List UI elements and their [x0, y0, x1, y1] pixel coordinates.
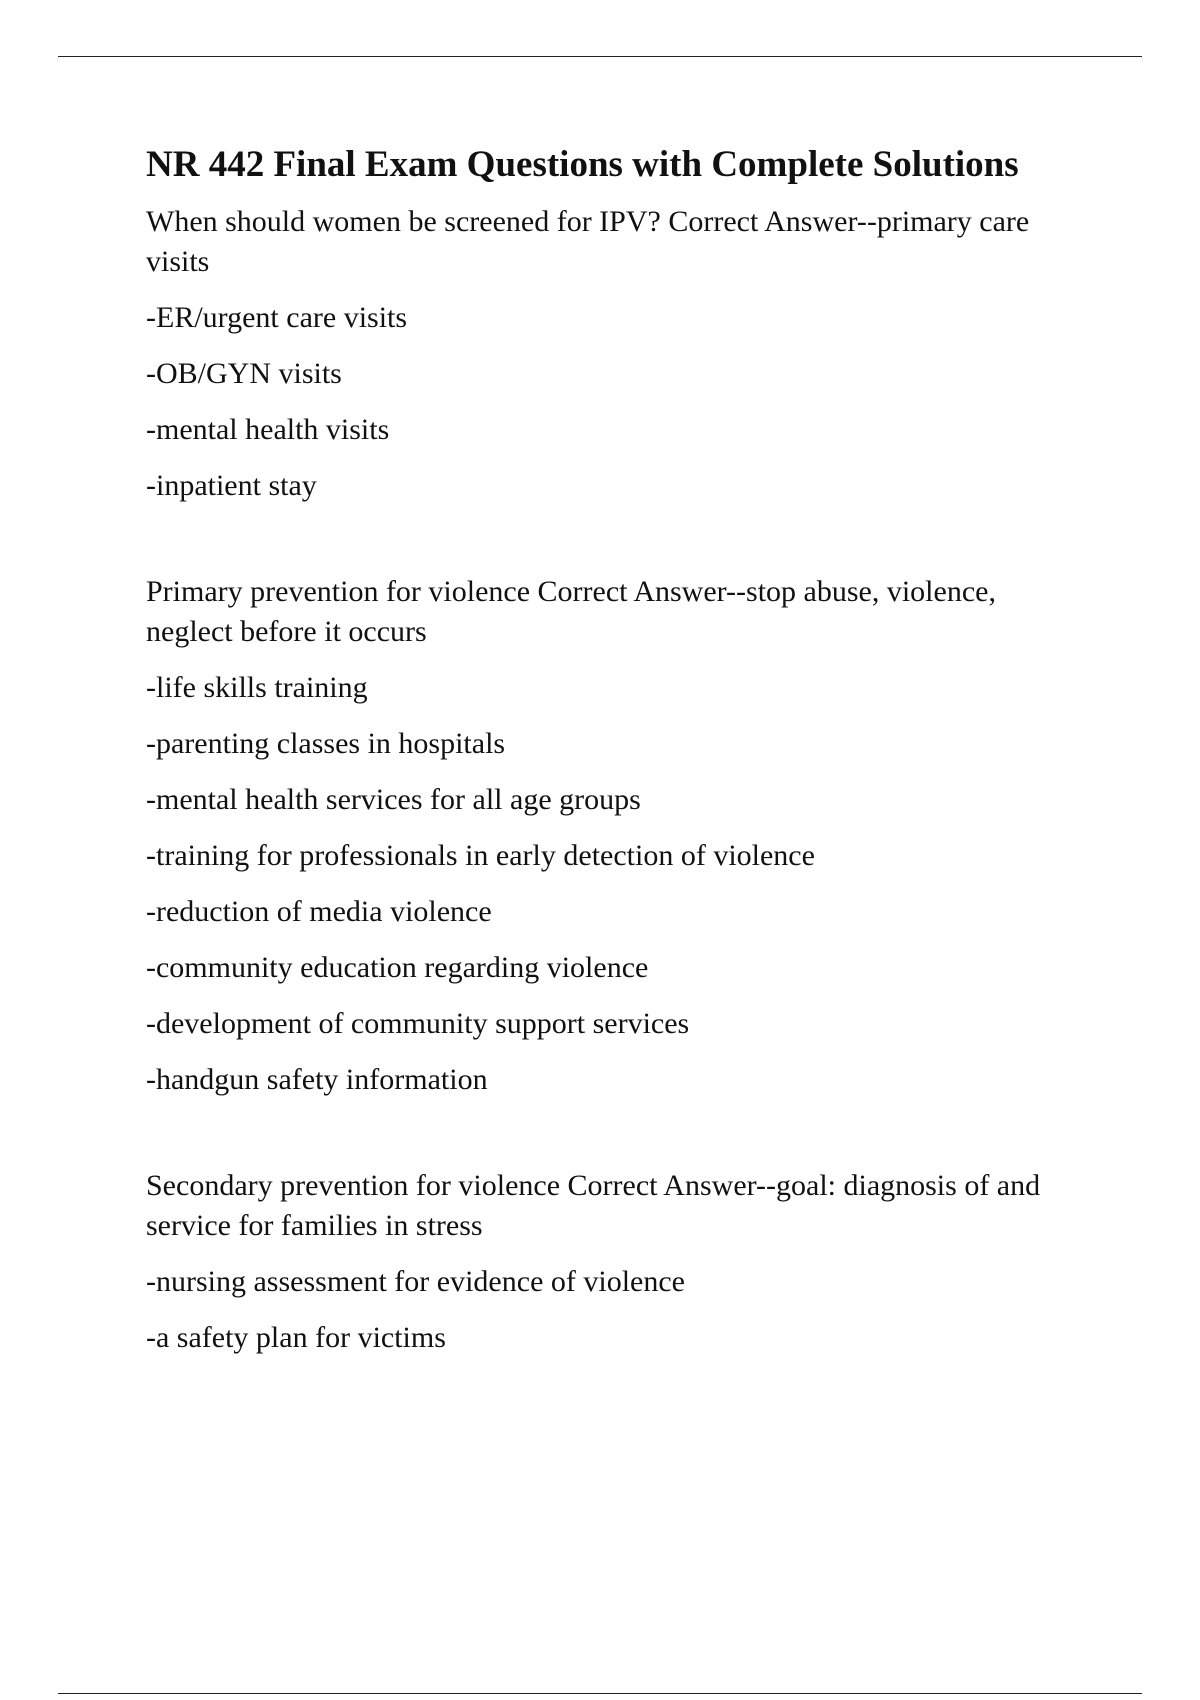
- header-rule: [58, 56, 1142, 57]
- answer-item: -a safety plan for victims: [146, 1321, 446, 1354]
- answer-item: -inpatient stay: [146, 469, 317, 502]
- answer-item: -community education regarding violence: [146, 951, 649, 984]
- qa-section-primary-prevention: [146, 572, 1086, 1100]
- answer-item: -handgun safety information: [146, 1063, 488, 1096]
- qa-section-ipv-screening: [146, 202, 1086, 506]
- answer-item: -life skills training: [146, 671, 368, 704]
- qa-section-secondary-prevention: [146, 1166, 1086, 1358]
- question-text: Primary prevention for violence Correct Answer--stop abuse, violence, neglect before it occurs: [146, 575, 996, 648]
- document-body: [146, 140, 1086, 1358]
- answer-item: -mental health visits: [146, 413, 390, 446]
- answer-item: -training for professionals in early detection of violence: [146, 839, 815, 872]
- answer-item: -nursing assessment for evidence of violence: [146, 1265, 685, 1298]
- answer-item: -parenting classes in hospitals: [146, 727, 506, 760]
- answer-item: -development of community support services: [146, 1007, 690, 1040]
- document-title: NR 442 Final Exam Questions with Complete Solutions: [146, 144, 1019, 185]
- answer-item: -OB/GYN visits: [146, 357, 342, 390]
- answer-item: -mental health services for all age groups: [146, 783, 641, 816]
- question-text: When should women be screened for IPV? Correct Answer--primary care visits: [146, 205, 1030, 278]
- answer-item: -ER/urgent care visits: [146, 301, 408, 334]
- footer-rule: [58, 1693, 1142, 1694]
- question-text: Secondary prevention for violence Correct Answer--goal: diagnosis of and service for families in stress: [146, 1169, 1041, 1242]
- answer-item: -reduction of media violence: [146, 895, 492, 928]
